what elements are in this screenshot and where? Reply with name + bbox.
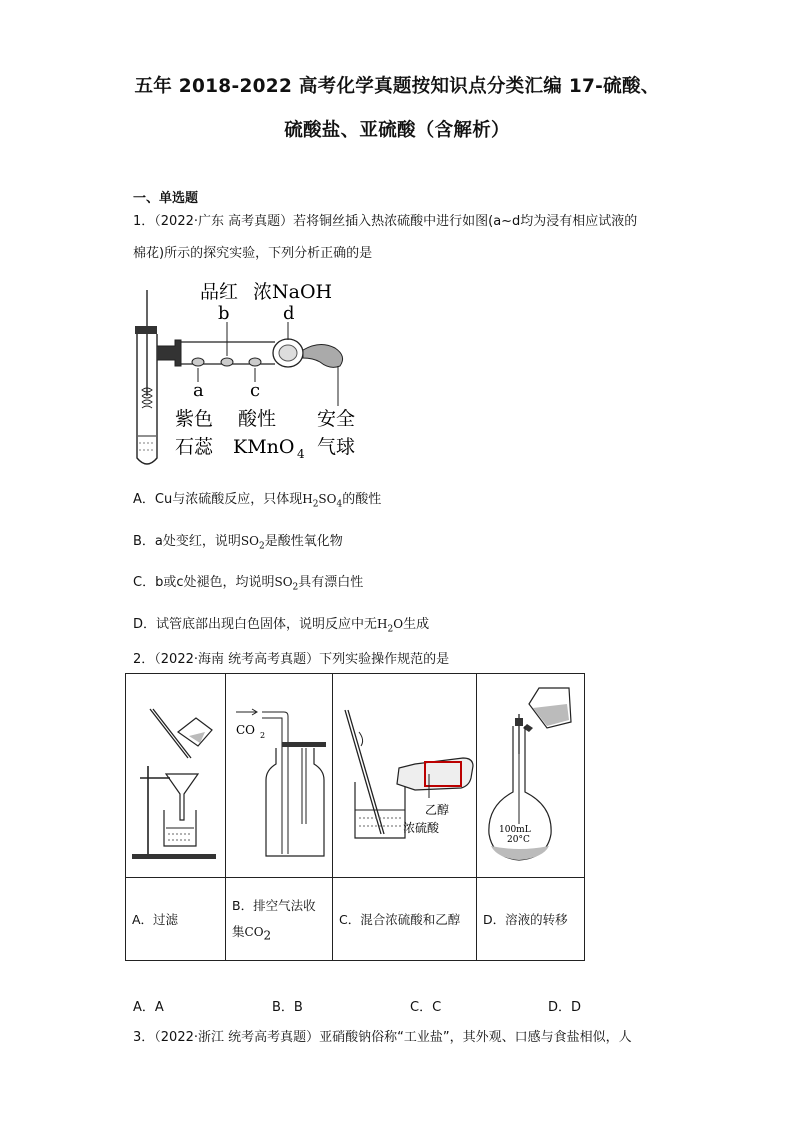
label-suanxing: 酸性 (238, 408, 277, 430)
q2-figure-c-cell (333, 674, 477, 878)
label-d: d (283, 303, 295, 324)
label-kmno4-subscript: 4 (297, 447, 305, 461)
q1-option-d: D．试管底部出现白色固体，说明反应中无$H_2O$生成 (133, 617, 430, 635)
label-anquan: 安全 (317, 408, 356, 430)
q2-answer-a: A．A (133, 1000, 164, 1015)
q2-answer-c: C．C (410, 1000, 442, 1015)
label-qiqiu: 气球 (317, 436, 356, 458)
filtration-figure (126, 674, 225, 874)
question-1-stem-line2: 棉花)所示的探究实验，下列分析正确的是 (133, 246, 373, 261)
label-b: b (218, 303, 230, 324)
document-title-line1: 五年 2018-2022 高考化学真题按知识点分类汇编 17-硫酸、 (134, 76, 660, 97)
section-heading: 一、单选题 (133, 191, 199, 206)
q2-options-table (125, 673, 585, 961)
q1-option-c: C．b或c处褪色，均说明$SO_2$具有漂白性 (133, 575, 364, 593)
q1-option-b: B．a处变红，说明$SO_2$是酸性氧化物 (133, 534, 343, 552)
label-flask-temp: 20°C (507, 835, 530, 845)
q2-figure-a-cell (126, 674, 226, 878)
label-kmno4: KMnO (233, 436, 295, 458)
q2-answer-b: B．B (272, 1000, 303, 1015)
q2-figure-b-cell (226, 674, 333, 878)
label-shirui: 石蕊 (175, 436, 214, 458)
gas-collection-figure (226, 674, 332, 874)
q2-caption-c: C．混合浓硫酸和乙醇 (333, 878, 477, 961)
label-flask-volume: 100mL (499, 825, 531, 835)
volumetric-flask-figure (477, 674, 584, 874)
q2-caption-b: B．排空气法收 集$CO_2$ (226, 878, 333, 961)
label-co2-subscript: 2 (260, 731, 266, 740)
label-c: c (250, 380, 261, 401)
label-a: a (193, 380, 204, 401)
q2-answer-d: D．D (548, 1000, 582, 1015)
q1-apparatus-figure (125, 278, 385, 473)
question-2-stem: 2．（2022·海南 统考高考真题）下列实验操作规范的是 (133, 652, 450, 667)
label-ethanol: 乙醇 (425, 803, 450, 817)
q2-caption-d: D．溶液的转移 (477, 878, 585, 961)
question-1-stem-line1: 1．（2022·广东 高考真题）若将铜丝插入热浓硫酸中进行如图(a~d均为浸有相应试液的 (133, 214, 638, 229)
q2-caption-a: A．过滤 (126, 878, 226, 961)
label-conc-sulfuric: 浓硫酸 (403, 821, 440, 835)
label-naoh: 浓NaOH (253, 281, 333, 303)
document-title-line2: 硫酸盐、亚硫酸（含解析） (284, 120, 510, 141)
label-pinhong: 品红 (200, 281, 239, 303)
mixing-acid-figure (333, 674, 476, 874)
label-co2: CO (236, 723, 256, 737)
label-zise: 紫色 (175, 408, 214, 430)
question-3-stem: 3．（2022·浙江 统考高考真题）亚硝酸钠俗称“工业盐”，其外观、口感与食盐相似，人 (133, 1030, 632, 1045)
q2-figure-d-cell (477, 674, 585, 878)
q1-option-a: A．Cu与浓硫酸反应，只体现$H_2SO_4$的酸性 (133, 492, 382, 510)
